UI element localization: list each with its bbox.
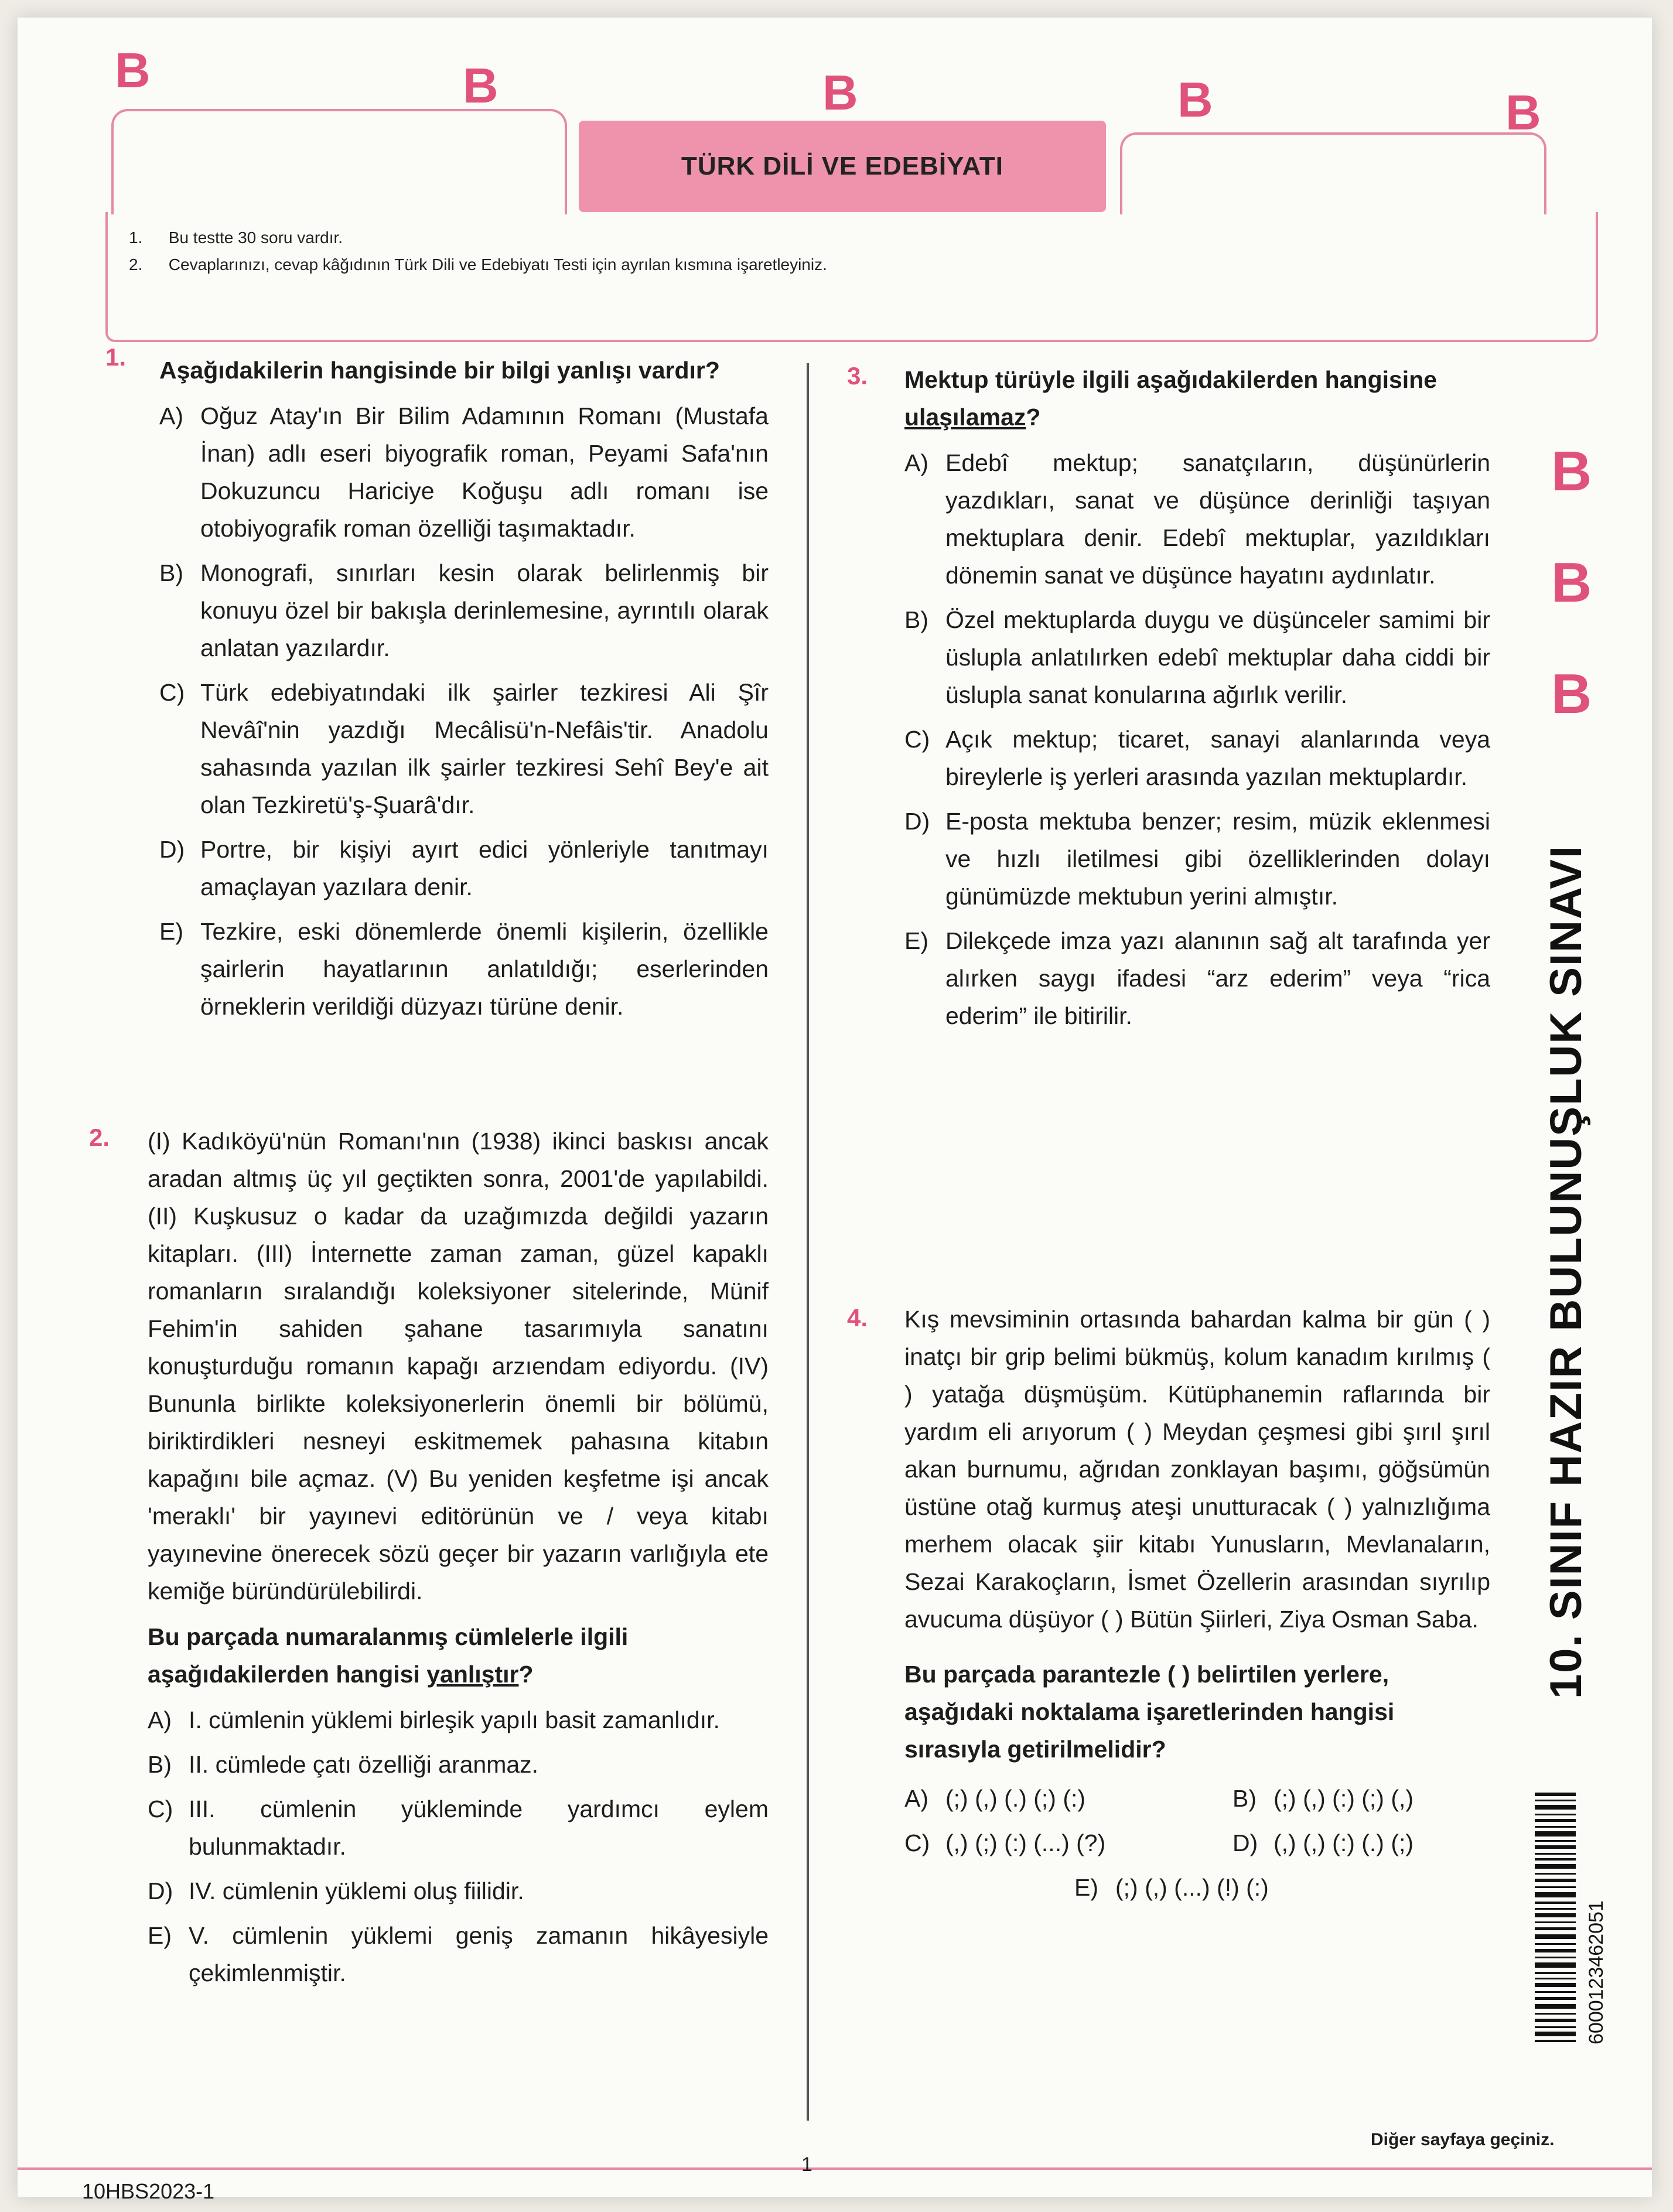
answer-option[interactable] [904, 803, 1490, 915]
option-text: III. cümlenin yükleminde yardımcı eylem bulunmaktadır. [189, 1795, 769, 1860]
answer-option[interactable] [148, 1790, 769, 1865]
option-text: (;) (,) (.) (;) (:) [945, 1785, 1086, 1812]
option-letter: C) [904, 726, 930, 753]
option-letter: E) [904, 927, 928, 954]
option-letter: A) [159, 402, 183, 429]
question-4 [904, 1300, 1490, 1913]
question-passage: Kış mevsiminin ortasında bahardan kalma bir gün ( ) inatçı bir grip belimi bükmüş, kolum kanadım kırılmış ( ) yatağa düşmüşüm. Kütüphanemin raflarında bir yardım eli arıyorum ( ) Meydan çeşmesi gibi şırıl şırıl akan burnumu, ağrıdan zonklayan başımı, göğsümün üstüne otağ kurmuş ateşi unutturacak ( ) yalnızlığıma merhem olacak şiir kitabı Yunusların, Mevlanaların, Sezai Karakoçların, İsmet Özellerin arasından sıyrılıp avucuma düşüyor ( ) Bütün Şiirleri, Ziya Osman Saba. [904, 1306, 1490, 1633]
option-letter: B) [1232, 1785, 1257, 1812]
question-3 [904, 361, 1490, 1042]
booklet-letter: B [1505, 85, 1541, 140]
answer-option[interactable] [148, 1872, 769, 1910]
question-2 [148, 1122, 769, 1999]
option-text: Türk edebiyatındaki ilk şairler tezkiresi Ali Şîr Nevâî'nin yazdığı Mecâlisü'n-Nefâis'tir. Anadolu sahasında yazılan ilk şairler tezkiresi Sehî Bey'e ait olan Tezkiretü'ş-Şuarâ'dır. [200, 679, 769, 818]
option-text: Tezkire, eski dönemlerde önemli kişilerin, özellikle şairlerin hayatlarının anlatıldığı; eserlerinden örneklerin verildiği düzyazı türüne denir. [200, 918, 769, 1020]
stem-text: Mektup türüyle ilgili aşağıdakilerden hangisine [904, 366, 1438, 393]
answer-option[interactable] [904, 444, 1490, 594]
question-number: 3. [847, 362, 868, 390]
option-text: V. cümlenin yüklemi geniş zamanın hikâyesiyle çekimlenmiştir. [189, 1922, 769, 1986]
option-text: Portre, bir kişiyi ayırt edici yönleriyle tanıtmayı amaçlayan yazılara denir. [200, 836, 769, 900]
question-number: 2. [89, 1124, 110, 1151]
stem-text: Bu parçada numaralanmış cümlelerle ilgili aşağıdakilerden hangisi [148, 1623, 629, 1688]
question-stem: Aşağıdakilerin hangisinde bir bilgi yanlışı vardır? [159, 357, 720, 384]
booklet-letter: B [1551, 440, 1592, 503]
answer-option[interactable] [159, 674, 769, 824]
option-text: Monografi, sınırları kesin olarak belirlenmiş bir konuyu özel bir bakışla derinlemesine, ayrıntılı olarak anlatan yazılardır. [200, 559, 769, 661]
booklet-code: 10HBS2023-1 [82, 2179, 215, 2203]
option-text: Özel mektuplarda duygu ve düşünceler samimi bir üslupla anlatılırken edebî mektuplar daha ciddi bir üslupla sanat konularına ağırlık verilir. [945, 606, 1490, 708]
answer-option[interactable] [1232, 1824, 1490, 1862]
option-text: (;) (,) (...) (!) (:) [1115, 1874, 1269, 1901]
option-letter: D) [159, 836, 185, 863]
answer-option[interactable] [148, 1701, 769, 1739]
question-1 [159, 351, 769, 1032]
option-text: I. cümlenin yüklemi birleşik yapılı basit zamanlıdır. [189, 1706, 720, 1733]
booklet-letter: B [463, 58, 499, 113]
option-letter: B) [148, 1751, 172, 1778]
instruction-2 [129, 255, 1535, 284]
option-text: Dilekçede imza yazı alanının sağ alt tarafında yer alırken saygı ifadesi “arz ederim” veya “rica ederim” ile bitirilir. [945, 927, 1490, 1029]
option-letter: A) [148, 1706, 172, 1733]
answer-option[interactable] [904, 601, 1490, 714]
instruction-text: Bu testte 30 soru vardır. [168, 228, 343, 247]
answer-option[interactable] [159, 397, 769, 547]
option-letter: C) [904, 1829, 930, 1856]
stem-end: ? [518, 1661, 534, 1688]
option-letter: A) [904, 1785, 928, 1812]
answer-option[interactable] [159, 913, 769, 1025]
option-letter: D) [1232, 1829, 1258, 1856]
option-letter: B) [904, 606, 928, 633]
subject-title: TÜRK DİLİ VE EDEBİYATI [681, 152, 1004, 180]
barcode-icon [1529, 1787, 1611, 2050]
answer-option[interactable] [159, 554, 769, 667]
option-letter: E) [148, 1922, 172, 1949]
question-stem: Bu parçada parantezle ( ) belirtilen yerlere, aşağıdaki noktalama işaretlerinden hangisi sırasıyla getirilmelidir? [904, 1661, 1395, 1763]
stem-end: ? [1026, 404, 1041, 431]
barcode-number: 6000123462051 [1585, 1900, 1607, 2044]
option-letter: E) [159, 918, 183, 945]
option-letter: E) [1074, 1874, 1098, 1901]
answer-option[interactable] [148, 1917, 769, 1992]
option-text: Edebî mektup; sanatçıların, düşünürlerin yazdıkları, sanat ve düşünce derinliği taşıyan mektuplara denir. Edebî mektuplar, yazıldıkları dönemin sanat ve düşünce hayatını aydınlatır. [945, 449, 1490, 589]
answer-option[interactable] [904, 922, 1490, 1035]
options-grid [904, 1780, 1490, 1913]
option-text: II. cümlede çatı özelliği aranmaz. [189, 1751, 539, 1778]
instruction-number: 1. [129, 228, 143, 247]
booklet-letter: B [1177, 72, 1213, 127]
answer-option[interactable] [148, 1746, 769, 1783]
barcode [1529, 1787, 1611, 2050]
question-stem [148, 1618, 769, 1693]
booklet-letter: B [822, 65, 858, 120]
stem-emphasis: ulaşılamaz [904, 404, 1026, 431]
option-text: (,) (;) (:) (...) (?) [945, 1829, 1106, 1856]
booklet-letter: B [1551, 551, 1592, 614]
option-letter: B) [159, 559, 183, 586]
answer-option[interactable] [159, 831, 769, 906]
option-letter: D) [148, 1878, 173, 1904]
answer-option[interactable] [904, 1824, 1232, 1862]
instruction-text: Cevaplarınızı, cevap kâğıdının Türk Dili ve Edebiyatı Testi için ayrılan kısmına işaretleyiniz. [168, 255, 827, 274]
answer-option[interactable] [904, 1780, 1232, 1817]
option-text: Oğuz Atay'ın Bir Bilim Adamının Romanı (Mustafa İnan) adlı eseri biyografik roman, Peyami Safa'nın Dokuzuncu Hariciye Koğuşu adlı romanı ise otobiyografik roman özelliği taşımaktadır. [200, 402, 769, 542]
header-right-box [1120, 132, 1546, 214]
answer-option[interactable] [904, 721, 1490, 796]
option-letter: C) [148, 1795, 173, 1822]
answer-option[interactable] [1074, 1869, 1367, 1906]
question-number: 1. [105, 343, 127, 371]
column-divider [807, 363, 809, 2121]
next-page-note: Diğer sayfaya geçiniz. [1371, 2130, 1555, 2149]
option-letter: D) [904, 808, 930, 835]
question-stem [904, 361, 1490, 436]
header-left-box [111, 109, 567, 214]
subject-title-box [579, 121, 1106, 212]
option-text: (;) (,) (:) (;) (,) [1273, 1785, 1414, 1812]
option-text: IV. cümlenin yüklemi oluş fiilidir. [189, 1878, 524, 1904]
question-passage: (I) Kadıköyü'nün Romanı'nın (1938) ikinci baskısı ancak aradan altmış üç yıl geçtikten sonra, 2001'de yapılabildi. (II) Kuşkusuz o kadar da uzağımızda değildi yazarın kitapları. (III) İnternette zaman zaman, güzel kapaklı romanların sıralandığı koleksiyoner sitelerinde, Münif Fehim'in sahiden şahane tasarımıyla sanatını konuşturduğu romanın kapağı arzıendam ediyordu. (IV) Bununla birlikte koleksiyonerlerin önemli bir bölümü, biriktirdikleri nesneyi eskitmemek pahasına kitabın kapağını bile açmaz. (V) Bu yeniden keşfetme işi ancak 'meraklı' bir yayınevi editörünün ve / veya kitabı yayınevine önerecek sözü geçer bir yazarın varlığıyla ete kemiğe büründürülebilirdi. [148, 1128, 769, 1605]
booklet-letter: B [1551, 663, 1592, 725]
option-text: (,) (,) (:) (.) (;) [1273, 1829, 1414, 1856]
exam-title-vertical: 10. SINIF HAZIR BULUNUŞLUK SINAVI [1541, 844, 1591, 1699]
footer-line [18, 2167, 1652, 2170]
question-number: 4. [847, 1304, 868, 1332]
answer-option[interactable] [1232, 1780, 1490, 1817]
instruction-1 [129, 228, 1535, 257]
option-text: E-posta mektuba benzer; resim, müzik eklenmesi ve hızlı iletilmesi gibi özelliklerinden dolayı günümüzde mektubun yerini almıştır. [945, 808, 1490, 910]
page-number: 1 [801, 2153, 812, 2176]
stem-emphasis: yanlıştır [426, 1661, 519, 1688]
option-text: Açık mektup; ticaret, sanayi alanlarında veya bireylerle iş yerleri arasında yazılan mektuplardır. [945, 726, 1490, 790]
option-letter: A) [904, 449, 928, 476]
instruction-number: 2. [129, 255, 143, 274]
booklet-letter: B [115, 43, 151, 98]
option-letter: C) [159, 679, 185, 706]
